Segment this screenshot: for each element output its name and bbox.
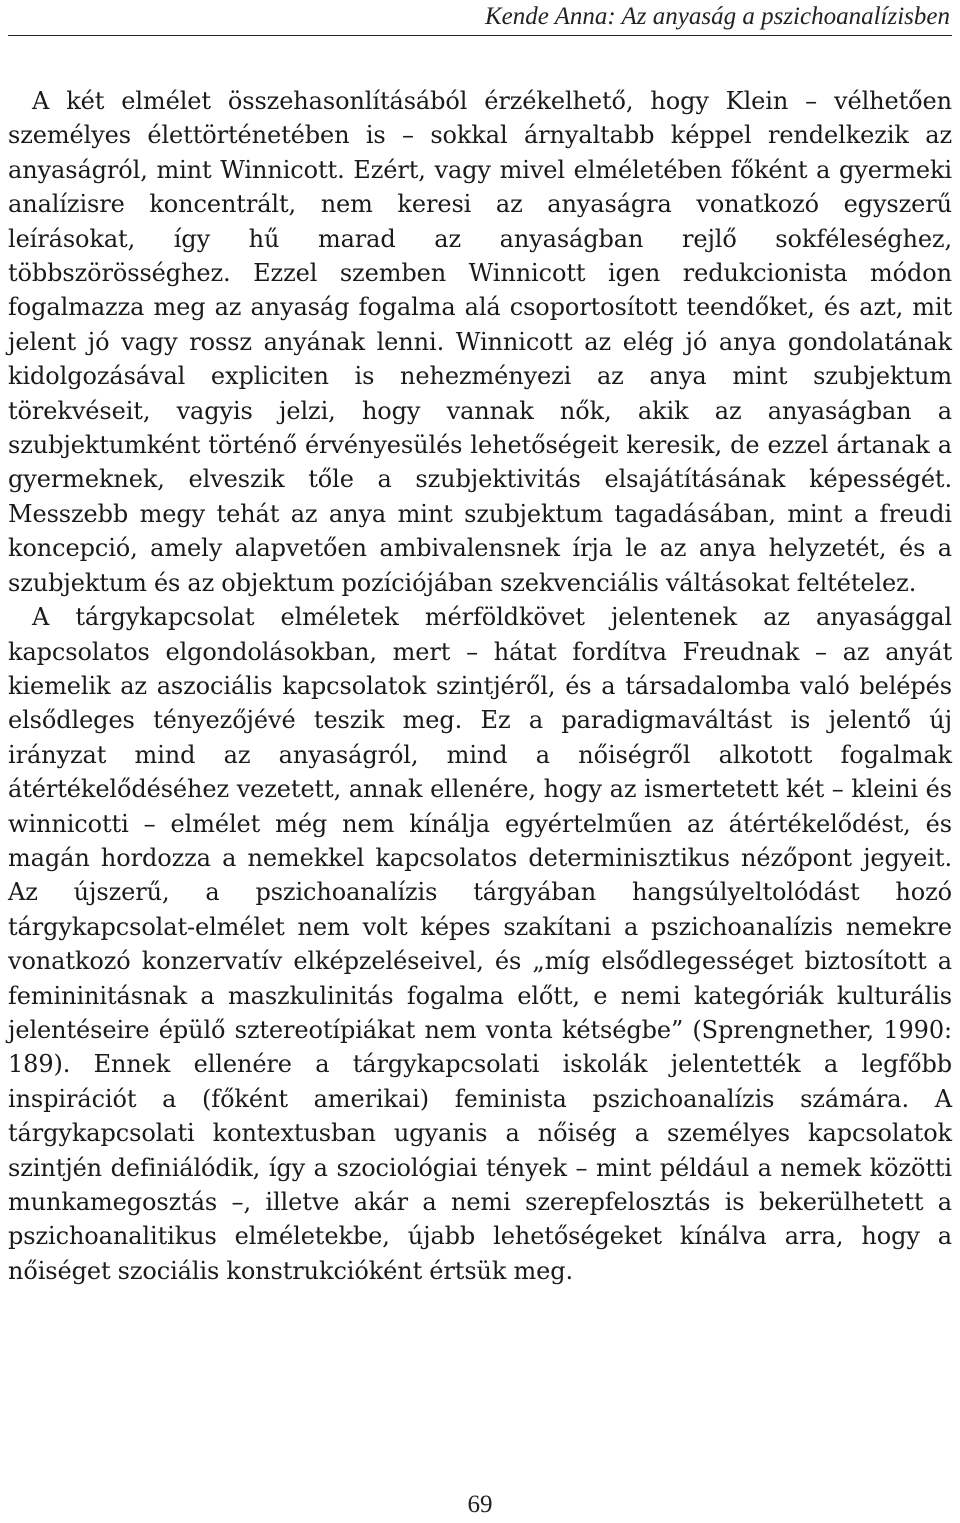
body-text — [8, 84, 952, 1288]
paragraph: A két elmélet összehasonlításából érzékelhető, hogy Klein – vélhetően személyes élettörténetében is – sokkal árnyaltabb képpel rendelkezik az anyaságról, mint Winnicott. Ezért, vagy mivel elméletében főként a gyermeki analízisre koncentrált, nem keresi az anyaságra vonatkozó egyszerű leírásokat, így hű marad az anyaságban rejlő sokféleséghez, többszörösséghez. Ezzel szemben Winnicott igen redukcionista módon fogalmazza meg az anyaság fogalma alá csoportosított teendőket, és azt, mit jelent jó vagy rossz anyának lenni. Winnicott az elég jó anya gondolatának kidolgozásával expliciten is nehezményezi az anya mint szubjektum törekvéseit, vagyis jelzi, hogy vannak nők, akik az anyaságban a szubjektumként történő érvényesülés lehetőségeit keresik, de ezzel ártanak a gyermeknek, elveszik tőle a szubjektivitás elsajátításának képességét. Messzebb megy tehát az anya mint szubjektum tagadásában, mint a freudi koncepció, amely alapvetően ambivalensnek írja le az anya helyzetét, és a szubjektum és az objektum pozíciójában szekvenciális váltásokat feltételez. — [8, 87, 952, 597]
page-number: 69 — [467, 1491, 493, 1518]
paragraph: A tárgykapcsolat elméletek mérföldkövet jelentenek az anyasággal kapcsolatos elgondolásokban, mert – hátat fordítva Freudnak – az anyát kiemelik az aszociális kapcsolatok szintjéről, és a társadalomba való belépés elsődleges tényezőjévé teszik meg. Ez a paradigmaváltást is jelentő új irányzat mind az anyaságról, mind a nőiségről alkotott fogalmak átértékelődéséhez vezetett, annak ellenére, hogy az ismertetett két – kleini és winnicotti – elmélet még nem kínálja egyértelműen az átértékelődést, és magán hordozza a nemekkel kapcsolatos determinisztikus nézőpont jegyeit. Az újszerű, a pszichoanalízis tárgyában hangsúlyeltolódást hozó tárgykapcsolat-elmélet nem volt képes szakítani a pszichoanalízis nemekre vonatkozó konzervatív elképzeléseivel, és „míg elsődlegességet biztosított a femininitásnak a maszkulinitás fogalma előtt, e nemi kategóriák kulturális jelentéseire épülő sztereotípiákat nem vonta kétségbe” (Sprengnether, 1990: 189). Ennek ellenére a tárgykapcsolati iskolák jelentették a legfőbb inspirációt a (főként amerikai) feminista pszichoanalízis számára. A tárgykapcsolati kontextusban ugyanis a nőiség a személyes kapcsolatok szintjén definiálódik, így a szociológiai tények – mint például a nemek közötti munkamegosztás –, illetve akár a nemi szerepfelosztás is bekerülhetett a pszichoanalitikus elméletekbe, újabb lehetőségeket kínálva arra, hogy a nőiséget szociális konstrukcióként értsük meg. — [8, 603, 952, 1285]
running-header: Kende Anna: Az anyaság a pszichoanalízisben — [484, 3, 950, 30]
header-rule — [8, 35, 952, 36]
